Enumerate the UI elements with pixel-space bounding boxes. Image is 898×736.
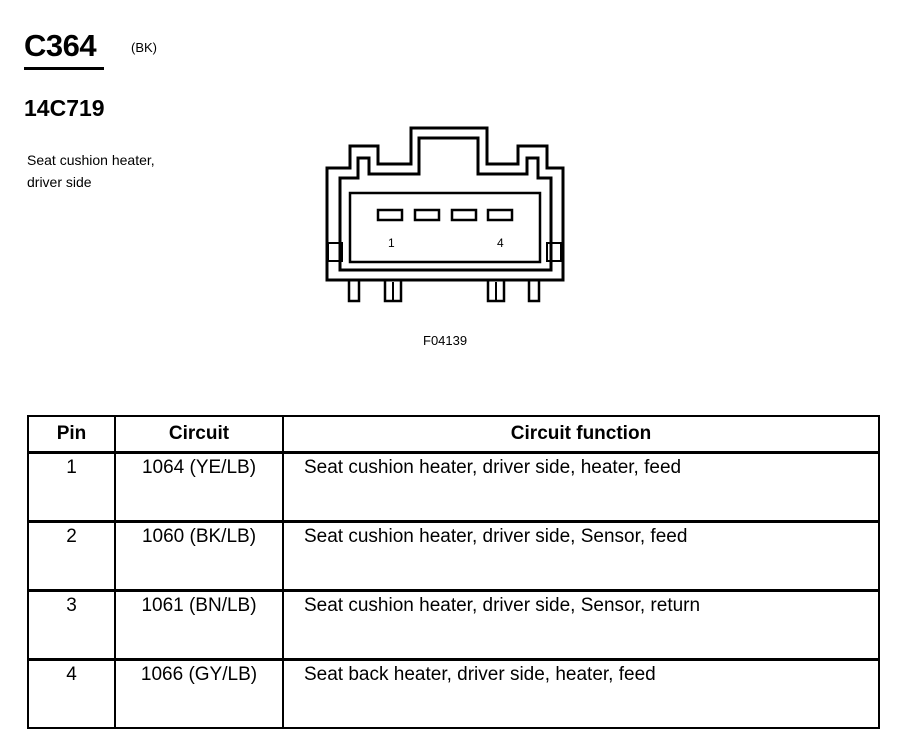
pin-cavity-2: [415, 210, 439, 220]
function-cell: Seat cushion heater, driver side, heater, feed: [283, 453, 879, 522]
pin-label-4: 4: [497, 236, 504, 250]
connector-description: [27, 149, 227, 193]
circuit-cell: 1066 (GY/LB): [115, 660, 283, 729]
figure-id: F04139: [423, 333, 468, 348]
connector-face-diagram: [320, 120, 570, 310]
pinout-table: [27, 415, 880, 729]
circuit-cell: 1064 (YE/LB): [115, 453, 283, 522]
table-row: [28, 660, 879, 729]
connector-id-underline: [24, 67, 104, 70]
terminal-leg-1: [349, 280, 359, 301]
table-row: [28, 453, 879, 522]
pin-label-1: 1: [388, 236, 395, 250]
pin-cell: 1: [28, 453, 115, 522]
connector-id: C364: [24, 28, 97, 63]
pin-cell: 3: [28, 591, 115, 660]
pin-cell: 2: [28, 522, 115, 591]
pin-cavity-1: [378, 210, 402, 220]
table-row: [28, 522, 879, 591]
connector-color: (BK): [131, 40, 157, 55]
circuit-cell: 1061 (BN/LB): [115, 591, 283, 660]
description-line-1: Seat cushion heater,: [27, 152, 155, 168]
column-header-function: Circuit function: [283, 416, 879, 453]
description-line-2: driver side: [27, 174, 92, 190]
terminal-leg-4: [529, 280, 539, 301]
pin-cavity-3: [452, 210, 476, 220]
table-header-row: [28, 416, 879, 453]
table-row: [28, 591, 879, 660]
column-header-circuit: Circuit: [115, 416, 283, 453]
connector-inner-cavity: [350, 193, 540, 262]
connector-outer-housing: [327, 128, 563, 280]
part-number: 14C719: [24, 95, 105, 121]
pin-cavity-4: [488, 210, 512, 220]
function-cell: Seat cushion heater, driver side, Sensor, feed: [283, 522, 879, 591]
pin-cell: 4: [28, 660, 115, 729]
function-cell: Seat cushion heater, driver side, Sensor, return: [283, 591, 879, 660]
circuit-cell: 1060 (BK/LB): [115, 522, 283, 591]
column-header-pin: Pin: [28, 416, 115, 453]
function-cell: Seat back heater, driver side, heater, feed: [283, 660, 879, 729]
side-latch-right: [547, 243, 561, 261]
